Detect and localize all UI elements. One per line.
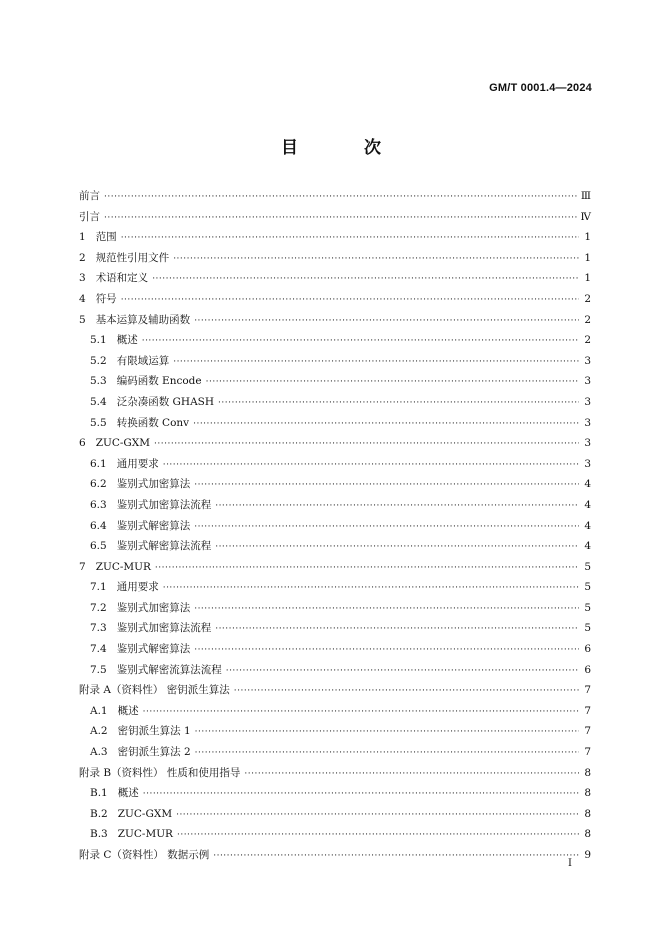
toc-entry-title: ZUC-GXM bbox=[95, 437, 151, 450]
dot-leader bbox=[163, 455, 579, 476]
toc-entry[interactable] bbox=[79, 783, 591, 804]
document-code: GM/T 0001.4—2024 bbox=[489, 82, 592, 94]
toc-entry[interactable] bbox=[79, 721, 591, 742]
toc-entry-title: 附录 C（资料性） 数据示例 bbox=[79, 849, 210, 861]
toc-entry-number: A.3 bbox=[90, 746, 108, 759]
toc-entry-title: 有限域运算 bbox=[116, 354, 170, 367]
toc-entry-title: 密钥派生算法 2 bbox=[117, 746, 191, 759]
toc-entry[interactable] bbox=[79, 227, 591, 248]
dot-leader bbox=[163, 578, 579, 599]
toc-entry-number: 6.3 bbox=[90, 498, 107, 511]
table-of-contents bbox=[79, 186, 591, 866]
toc-entry-number: 5.5 bbox=[90, 416, 107, 429]
toc-entry-number: 5.4 bbox=[90, 395, 107, 408]
toc-entry[interactable] bbox=[79, 495, 591, 516]
toc-entry-page: 7 bbox=[584, 704, 591, 717]
toc-entry[interactable] bbox=[79, 268, 591, 289]
toc-entry-title: 基本运算及辅助函数 bbox=[95, 313, 191, 326]
toc-entry-number: 5.2 bbox=[90, 354, 107, 367]
toc-entry[interactable] bbox=[79, 742, 591, 763]
toc-entry[interactable] bbox=[79, 454, 591, 475]
dot-leader bbox=[143, 784, 579, 805]
toc-entry-title: 鉴别式解密算法 bbox=[116, 519, 191, 532]
toc-entry[interactable] bbox=[79, 310, 591, 331]
dot-leader bbox=[195, 722, 579, 743]
toc-entry-title: 通用要求 bbox=[116, 457, 159, 470]
dot-leader bbox=[194, 517, 579, 538]
toc-entry-title: 鉴别式解密算法 bbox=[116, 643, 191, 656]
toc-entry[interactable] bbox=[79, 804, 591, 825]
toc-entry-page: 2 bbox=[584, 334, 591, 347]
toc-entry-page: 8 bbox=[584, 766, 591, 779]
dot-leader bbox=[193, 414, 579, 435]
toc-entry-page: 8 bbox=[584, 807, 591, 820]
toc-entry-page: 3 bbox=[584, 416, 591, 429]
toc-entry-page: 4 bbox=[584, 498, 591, 511]
toc-entry-page: Ⅲ bbox=[580, 190, 591, 202]
toc-entry[interactable] bbox=[79, 474, 591, 495]
toc-entry-page: 6 bbox=[584, 643, 591, 656]
toc-entry[interactable] bbox=[79, 680, 591, 701]
toc-entry[interactable] bbox=[79, 557, 591, 578]
toc-entry-title: ZUC-GXM bbox=[117, 807, 173, 820]
toc-entry[interactable] bbox=[79, 763, 591, 784]
toc-entry-page: Ⅳ bbox=[580, 210, 591, 223]
toc-entry-page: 7 bbox=[584, 725, 591, 738]
toc-entry[interactable] bbox=[79, 639, 591, 660]
dot-leader bbox=[215, 496, 579, 517]
toc-entry-number: 6.4 bbox=[90, 519, 107, 532]
toc-entry-number: 7.3 bbox=[90, 622, 107, 635]
dot-leader bbox=[173, 352, 579, 373]
dot-leader bbox=[142, 331, 579, 352]
toc-entry-title: 概述 bbox=[117, 704, 139, 717]
toc-entry-title: 引言 bbox=[79, 210, 100, 223]
dot-leader bbox=[194, 475, 579, 496]
toc-entry-number: 2 bbox=[79, 251, 86, 264]
toc-entry-title: 概述 bbox=[116, 334, 138, 347]
dot-leader bbox=[194, 599, 579, 620]
dot-leader bbox=[143, 702, 579, 723]
toc-entry-page: 3 bbox=[584, 457, 591, 470]
toc-entry-title: 鉴别式解密算法流程 bbox=[116, 540, 212, 553]
dot-leader bbox=[206, 372, 579, 393]
toc-entry[interactable] bbox=[79, 577, 591, 598]
toc-entry[interactable] bbox=[79, 207, 591, 228]
toc-entry-title: 通用要求 bbox=[116, 581, 159, 594]
toc-entry-title: 鉴别式加密算法流程 bbox=[116, 622, 212, 635]
toc-entry-number: 5.1 bbox=[90, 334, 107, 347]
toc-entry-number: 5.3 bbox=[90, 375, 107, 388]
toc-entry-title: 转换函数 Conv bbox=[116, 416, 190, 429]
toc-entry-page: 5 bbox=[584, 622, 591, 635]
toc-entry-page: 1 bbox=[584, 251, 591, 264]
toc-entry-page: 1 bbox=[584, 231, 591, 244]
toc-entry-title: 密钥派生算法 1 bbox=[117, 725, 191, 738]
toc-entry-number: A.1 bbox=[90, 704, 108, 717]
toc-entry-title: 编码函数 Encode bbox=[116, 375, 202, 388]
toc-entry-title: 附录 A（资料性） 密钥派生算法 bbox=[79, 684, 230, 697]
dot-leader bbox=[215, 537, 579, 558]
toc-entry-title: 附录 B（资料性） 性质和使用指导 bbox=[79, 766, 241, 779]
toc-entry-number: 6.5 bbox=[90, 540, 107, 553]
toc-entry-page: 3 bbox=[584, 354, 591, 367]
dot-leader bbox=[173, 249, 579, 270]
toc-entry-number: 1 bbox=[79, 231, 86, 244]
toc-entry-title: 符号 bbox=[95, 292, 117, 305]
toc-entry[interactable] bbox=[79, 660, 591, 681]
toc-entry-title: 概述 bbox=[117, 787, 139, 800]
toc-entry[interactable] bbox=[79, 351, 591, 372]
toc-entry-title: 鉴别式加密算法流程 bbox=[116, 498, 212, 511]
toc-entry-title: 规范性引用文件 bbox=[95, 251, 170, 264]
toc-entry[interactable] bbox=[79, 392, 591, 413]
toc-entry[interactable] bbox=[79, 248, 591, 269]
dot-leader bbox=[195, 743, 579, 764]
toc-entry-page: 2 bbox=[584, 292, 591, 305]
dot-leader bbox=[213, 846, 579, 867]
toc-entry-page: 3 bbox=[584, 375, 591, 388]
toc-entry-title: 鉴别式加密算法 bbox=[116, 478, 191, 491]
dot-leader bbox=[177, 825, 579, 846]
toc-entry[interactable] bbox=[79, 598, 591, 619]
toc-entry-number: 7.5 bbox=[90, 663, 107, 676]
toc-entry-page: 6 bbox=[584, 663, 591, 676]
toc-entry[interactable] bbox=[79, 330, 591, 351]
dot-leader bbox=[194, 640, 579, 661]
toc-entry-page: 5 bbox=[584, 601, 591, 614]
toc-entry[interactable] bbox=[79, 186, 591, 207]
toc-entry-number: 6.1 bbox=[90, 457, 107, 470]
toc-entry-title: 泛杂凑函数 GHASH bbox=[116, 395, 215, 408]
dot-leader bbox=[152, 269, 579, 290]
toc-entry-page: 1 bbox=[584, 272, 591, 285]
toc-entry-page: 8 bbox=[584, 828, 591, 841]
dot-leader bbox=[121, 228, 579, 249]
dot-leader bbox=[104, 187, 577, 208]
toc-entry[interactable] bbox=[79, 433, 591, 454]
toc-entry-title: 鉴别式解密流算法流程 bbox=[116, 663, 222, 676]
toc-entry-page: 2 bbox=[584, 313, 591, 326]
dot-leader bbox=[121, 290, 579, 311]
toc-entry-number: 4 bbox=[79, 292, 86, 305]
dot-leader bbox=[215, 619, 579, 640]
toc-entry-number: B.2 bbox=[90, 807, 108, 820]
toc-entry-title: 范围 bbox=[95, 231, 117, 244]
toc-entry-title: ZUC-MUR bbox=[117, 828, 173, 841]
toc-entry[interactable] bbox=[79, 845, 591, 866]
toc-entry[interactable] bbox=[79, 824, 591, 845]
dot-leader bbox=[194, 311, 579, 332]
toc-entry[interactable] bbox=[79, 618, 591, 639]
dot-leader bbox=[176, 805, 579, 826]
toc-entry-number: 7.2 bbox=[90, 601, 107, 614]
toc-entry-page: 5 bbox=[584, 581, 591, 594]
toc-entry-title: ZUC-MUR bbox=[95, 560, 151, 573]
dot-leader bbox=[155, 558, 579, 579]
toc-entry-title: 前言 bbox=[79, 190, 100, 202]
toc-entry-page: 3 bbox=[584, 395, 591, 408]
toc-entry[interactable] bbox=[79, 289, 591, 310]
dot-leader bbox=[104, 208, 577, 229]
toc-entry-title: 术语和定义 bbox=[95, 272, 149, 285]
toc-entry[interactable] bbox=[79, 516, 591, 537]
toc-entry-number: A.2 bbox=[90, 725, 108, 738]
page-number: Ⅰ bbox=[568, 858, 572, 869]
toc-entry-title: 鉴别式加密算法 bbox=[116, 601, 191, 614]
toc-entry-number: 5 bbox=[79, 313, 86, 326]
dot-leader bbox=[154, 434, 579, 455]
toc-entry-page: 8 bbox=[584, 787, 591, 800]
toc-entry-number: 7 bbox=[79, 560, 86, 573]
toc-entry-number: 7.4 bbox=[90, 643, 107, 656]
toc-entry-page: 5 bbox=[584, 560, 591, 573]
toc-entry-page: 4 bbox=[584, 478, 591, 491]
toc-entry-number: 7.1 bbox=[90, 581, 107, 594]
dot-leader bbox=[244, 764, 579, 785]
dot-leader bbox=[226, 661, 579, 682]
toc-entry-page: 4 bbox=[584, 519, 591, 532]
toc-entry-number: 6 bbox=[79, 437, 86, 450]
toc-entry-page: 7 bbox=[584, 746, 591, 759]
toc-entry-number: 6.2 bbox=[90, 478, 107, 491]
dot-leader bbox=[234, 681, 579, 702]
dot-leader bbox=[218, 393, 579, 414]
toc-entry-number: B.3 bbox=[90, 828, 108, 841]
toc-entry[interactable] bbox=[79, 701, 591, 722]
toc-entry[interactable] bbox=[79, 536, 591, 557]
toc-entry-page: 4 bbox=[584, 540, 591, 553]
toc-entry[interactable] bbox=[79, 371, 591, 392]
page-title: 目 次 bbox=[281, 138, 411, 158]
toc-entry[interactable] bbox=[79, 413, 591, 434]
toc-entry-number: B.1 bbox=[90, 787, 108, 800]
toc-entry-page: 9 bbox=[584, 849, 591, 861]
toc-entry-page: 7 bbox=[584, 684, 591, 697]
toc-entry-page: 3 bbox=[584, 437, 591, 450]
toc-entry-number: 3 bbox=[79, 272, 86, 285]
